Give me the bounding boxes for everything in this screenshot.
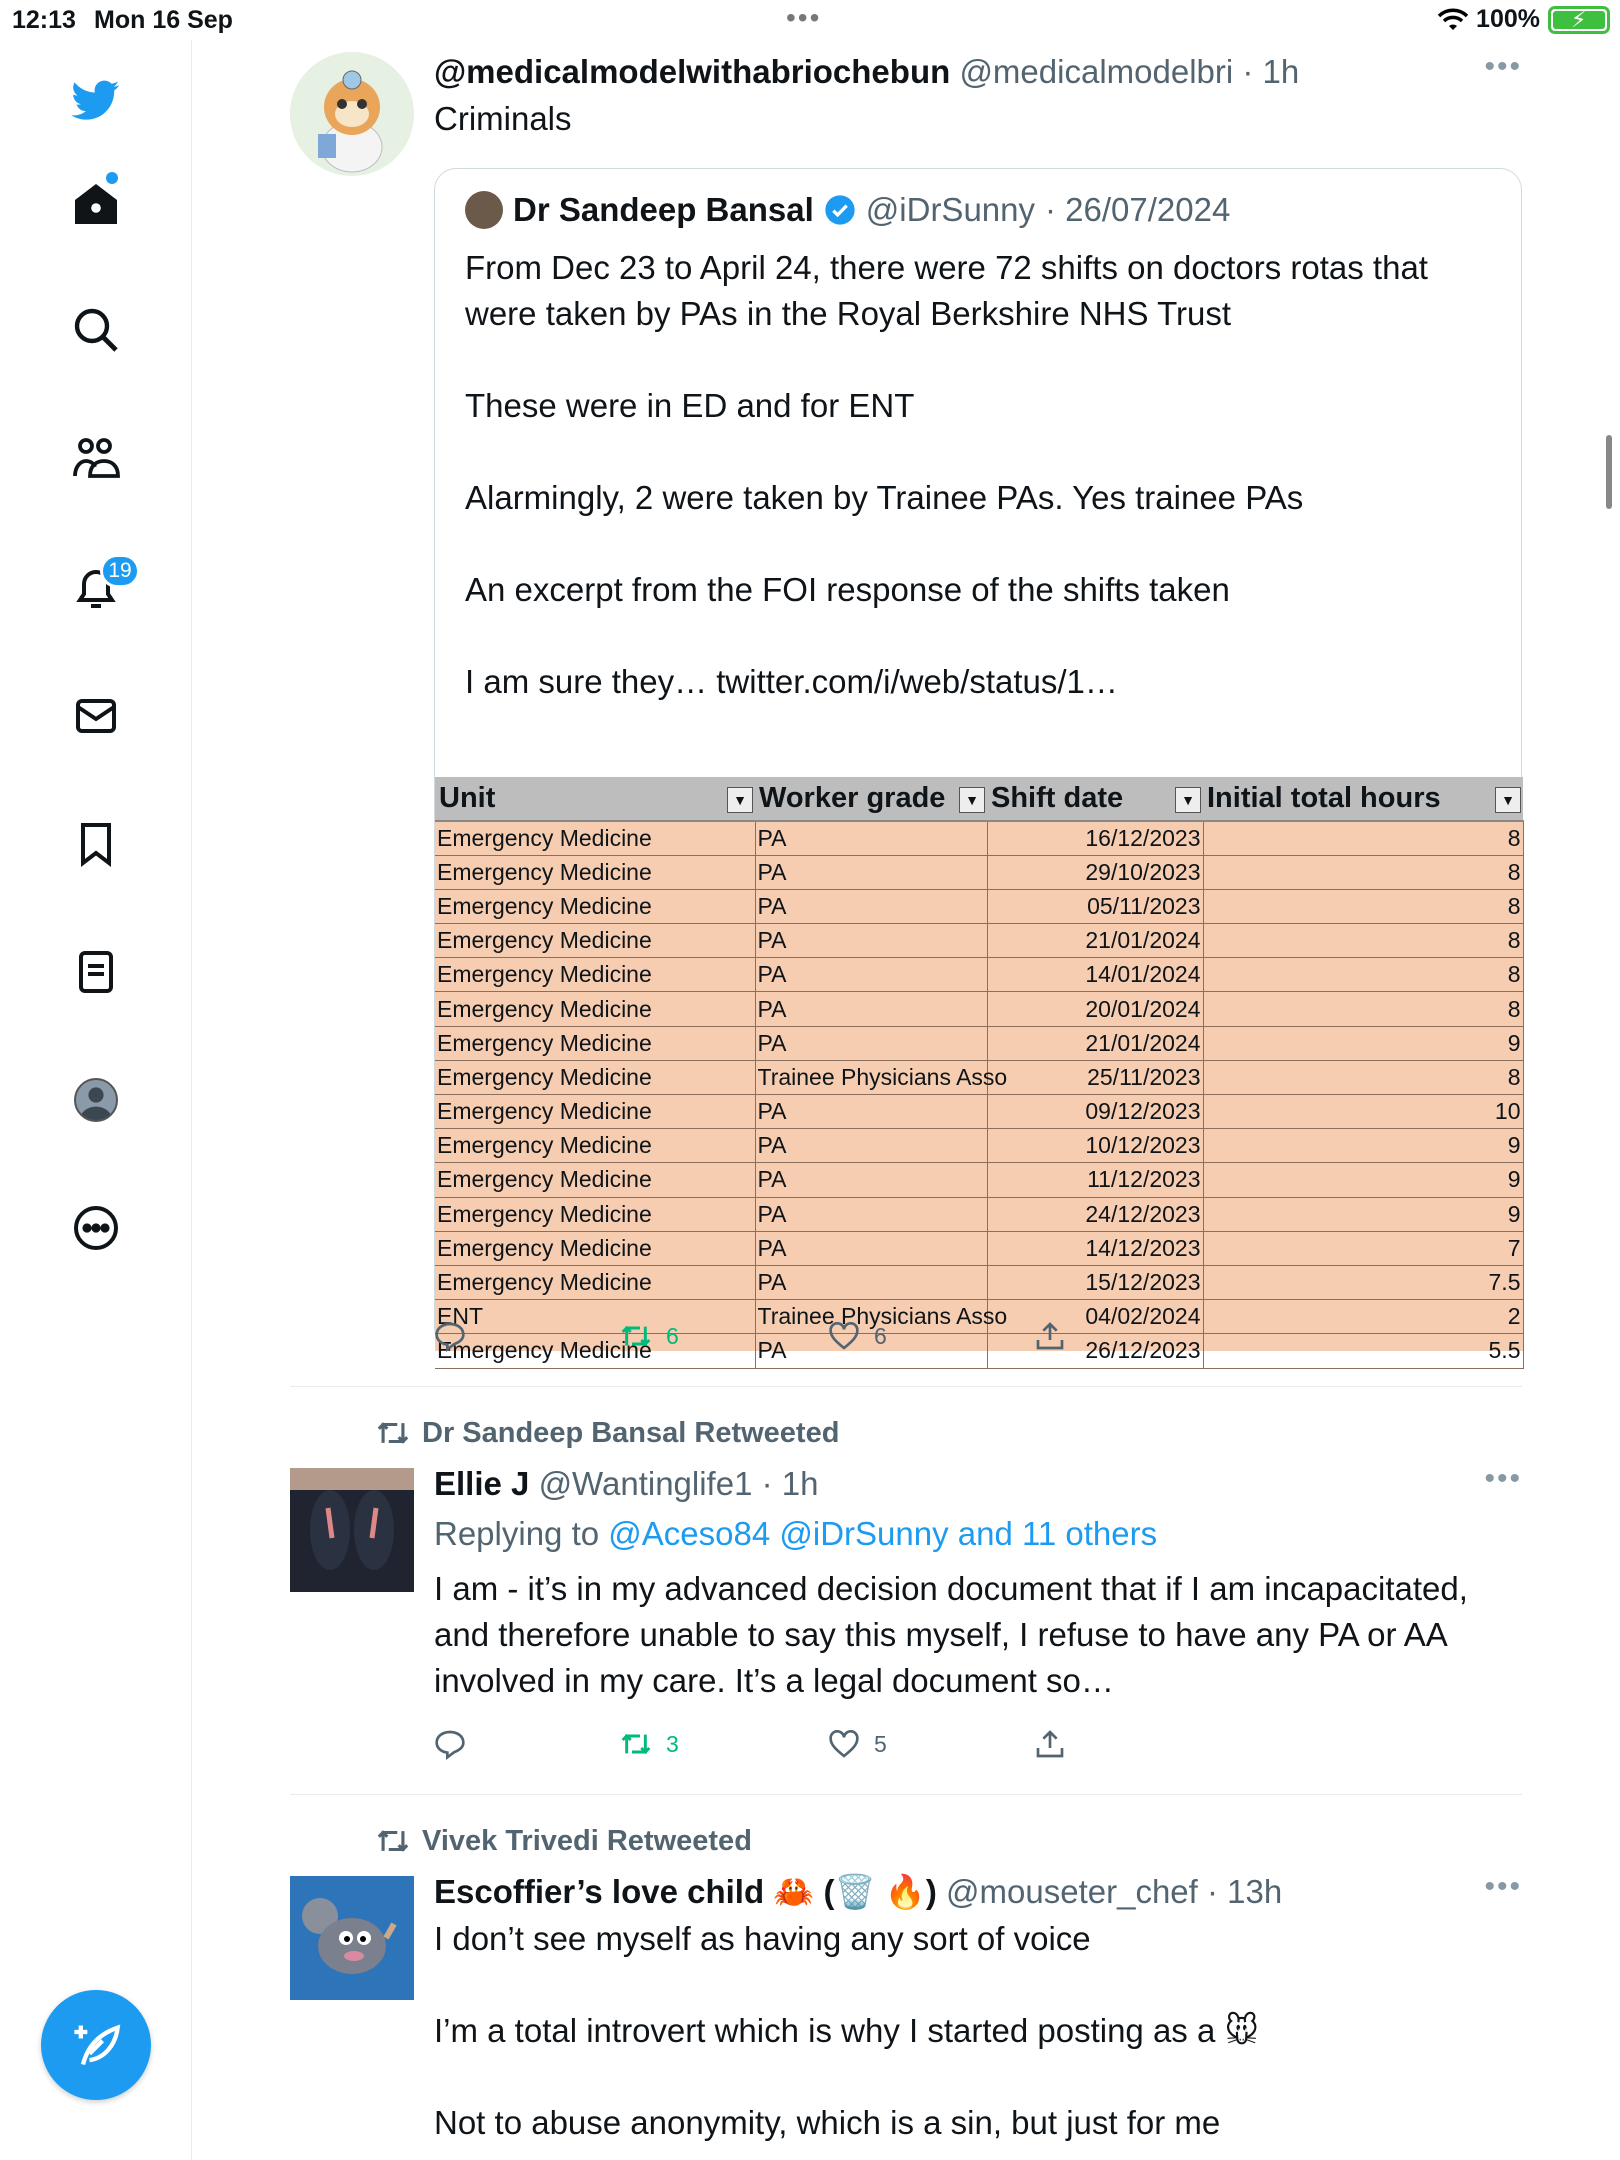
sheet-row [435, 958, 1523, 992]
sheet-cell-unit: Emergency Medicine [435, 924, 755, 958]
more-options-icon[interactable] [66, 1198, 126, 1258]
sheet-cell-shift-date: 10/12/2023 [987, 1129, 1203, 1163]
sheet-header-unit: Unit ▼ [435, 777, 755, 821]
sheet-cell-shift-date: 20/01/2024 [987, 992, 1203, 1026]
sheet-row [435, 992, 1523, 1026]
heart-icon [828, 1320, 860, 1352]
battery-icon: ⚡ [1548, 6, 1610, 34]
wifi-icon [1438, 8, 1468, 32]
filter-dropdown-icon: ▼ [1495, 787, 1521, 813]
sheet-cell-hours: 8 [1203, 855, 1523, 889]
sheet-cell-shift-date: 15/12/2023 [987, 1265, 1203, 1299]
share-button[interactable] [1034, 1728, 1066, 1760]
quoted-avatar [465, 191, 503, 229]
sheet-cell-worker-grade: PA [755, 855, 987, 889]
sheet-cell-shift-date: 29/10/2023 [987, 855, 1203, 889]
sheet-cell-unit: Emergency Medicine [435, 1163, 755, 1197]
status-bar [0, 0, 1620, 40]
sheet-cell-worker-grade: PA [755, 958, 987, 992]
sheet-cell-shift-date: 11/12/2023 [987, 1163, 1203, 1197]
retweeted-by-line [376, 1824, 752, 1858]
tweet[interactable] [290, 1870, 1522, 2160]
sheet-cell-worker-grade: Trainee Physicians Asso [755, 1060, 987, 1094]
sheet-cell-hours: 5.5 [1203, 1334, 1523, 1368]
avatar[interactable] [290, 52, 414, 176]
retweet-count: 6 [666, 1322, 679, 1349]
like-count: 6 [874, 1322, 887, 1349]
sheet-cell-hours: 9 [1203, 1129, 1523, 1163]
tweet-author-name[interactable]: @medicalmodelwithabriochebun [434, 53, 951, 90]
sheet-cell-hours: 10 [1203, 1095, 1523, 1129]
sheet-cell-hours: 9 [1203, 1026, 1523, 1060]
status-time: 12:13 [12, 6, 76, 34]
sheet-cell-unit: Emergency Medicine [435, 1129, 755, 1163]
retweet-icon [376, 1824, 410, 1858]
sheet-row [435, 821, 1523, 855]
sheet-cell-worker-grade: PA [755, 1163, 987, 1197]
sheet-cell-worker-grade: PA [755, 1095, 987, 1129]
sidebar [0, 40, 192, 2160]
status-date: Mon 16 Sep [94, 6, 233, 34]
sheet-row [435, 1197, 1523, 1231]
compose-feather-icon [70, 2019, 122, 2071]
tweet-author-name[interactable]: Ellie J [434, 1465, 530, 1502]
sheet-row [435, 1095, 1523, 1129]
tweet[interactable] [290, 1462, 1522, 1772]
tweet-author-handle[interactable]: @Wantinglife1 [538, 1465, 753, 1502]
sheet-cell-shift-date: 24/12/2023 [987, 1197, 1203, 1231]
sheet-cell-hours: 8 [1203, 889, 1523, 923]
tweet-text: I don’t see myself as having any sort of voice I’m a total introvert which is why I started posting as a 🐭 Not to abuse anonymity, which is a sin, but just for me [434, 1920, 1259, 2141]
share-icon [1034, 1320, 1066, 1352]
sheet-cell-shift-date: 26/12/2023 [987, 1334, 1203, 1368]
sheet-cell-worker-grade: PA [755, 1026, 987, 1060]
sheet-row [435, 1231, 1523, 1265]
sheet-cell-worker-grade: PA [755, 821, 987, 855]
sheet-row [435, 1060, 1523, 1094]
sheet-row [435, 1265, 1523, 1299]
compose-tweet-button[interactable] [41, 1990, 151, 2100]
search-icon[interactable] [66, 300, 126, 360]
replying-to-users[interactable]: @Aceso84 @iDrSunny and 11 others [608, 1515, 1158, 1552]
scroll-indicator[interactable] [1606, 435, 1612, 509]
home-icon[interactable] [66, 174, 126, 234]
retweet-icon [620, 1320, 652, 1352]
communities-icon[interactable] [66, 428, 126, 488]
sheet-cell-shift-date: 21/01/2024 [987, 1026, 1203, 1060]
sheet-cell-hours: 9 [1203, 1163, 1523, 1197]
retweeted-by-line [376, 1416, 839, 1450]
reply-icon [434, 1728, 466, 1760]
tweet-divider [290, 1794, 1522, 1795]
sheet-cell-unit: Emergency Medicine [435, 958, 755, 992]
tweet-more-options-icon[interactable]: ••• [1484, 50, 1522, 83]
quoted-timestamp: · 26/07/2024 [1045, 191, 1231, 228]
sheet-cell-worker-grade: PA [755, 924, 987, 958]
tweet-text: Criminals [434, 100, 572, 137]
sheet-cell-worker-grade: PA [755, 1197, 987, 1231]
retweet-count: 3 [666, 1730, 679, 1757]
sheet-header-worker-grade: Worker grade ▼ [755, 777, 987, 821]
sheet-cell-worker-grade: PA [755, 1265, 987, 1299]
sheet-cell-worker-grade: PA [755, 1231, 987, 1265]
tweet-author-handle[interactable]: @mouseter_chef [946, 1873, 1198, 1910]
tweet[interactable] [290, 50, 1522, 1380]
profile-avatar-icon[interactable] [66, 1070, 126, 1130]
verified-badge-icon [824, 194, 856, 226]
sheet-cell-hours: 7.5 [1203, 1265, 1523, 1299]
tweet-timestamp[interactable]: · 13h [1207, 1873, 1283, 1910]
lists-icon[interactable] [66, 942, 126, 1002]
sheet-cell-shift-date: 04/02/2024 [987, 1300, 1203, 1334]
filter-dropdown-icon: ▼ [959, 787, 985, 813]
sheet-cell-worker-grade: PA [755, 992, 987, 1026]
sheet-cell-unit: ENT [435, 1300, 755, 1334]
quoted-author-handle: @iDrSunny [865, 191, 1036, 228]
sheet-cell-unit: Emergency Medicine [435, 1265, 755, 1299]
sheet-row [435, 1129, 1523, 1163]
sheet-cell-unit: Emergency Medicine [435, 1197, 755, 1231]
sheet-cell-unit: Emergency Medicine [435, 1060, 755, 1094]
multitasking-dots[interactable]: ••• [786, 2, 822, 33]
avatar[interactable] [290, 1468, 414, 1592]
heart-icon [828, 1728, 860, 1760]
sheet-cell-unit: Emergency Medicine [435, 821, 755, 855]
tweet-divider [290, 1386, 1522, 1387]
retweeted-by-label[interactable]: Vivek Trivedi Retweeted [422, 1824, 752, 1857]
avatar[interactable] [290, 1876, 414, 2000]
sheet-cell-shift-date: 16/12/2023 [987, 821, 1203, 855]
sheet-cell-shift-date: 14/01/2024 [987, 958, 1203, 992]
sheet-row [435, 889, 1523, 923]
tweet-author-handle[interactable]: @medicalmodelbri [959, 53, 1234, 90]
sheet-cell-hours: 8 [1203, 992, 1523, 1026]
quoted-spreadsheet-image[interactable] [435, 777, 1523, 1364]
home-unread-dot [106, 172, 118, 184]
share-icon [1034, 1728, 1066, 1760]
reply-button[interactable] [434, 1728, 466, 1760]
sheet-cell-worker-grade: PA [755, 1129, 987, 1163]
reply-icon [434, 1320, 466, 1352]
like-button[interactable] [828, 1320, 887, 1352]
tweet-timestamp[interactable]: · 1h [761, 1465, 819, 1502]
sheet-cell-worker-grade: PA [755, 889, 987, 923]
filter-dropdown-icon: ▼ [727, 787, 753, 813]
like-button[interactable] [828, 1728, 887, 1760]
bookmarks-icon[interactable] [66, 814, 126, 874]
sheet-row [435, 1026, 1523, 1060]
messages-envelope-icon[interactable] [66, 686, 126, 746]
sheet-cell-hours: 2 [1203, 1300, 1523, 1334]
battery-percent: 100% [1476, 5, 1540, 33]
replying-to-prefix: Replying to [434, 1515, 600, 1552]
sheet-cell-unit: Emergency Medicine [435, 855, 755, 889]
sheet-row [435, 855, 1523, 889]
sheet-row [435, 924, 1523, 958]
reply-button[interactable] [434, 1320, 466, 1352]
sheet-cell-unit: Emergency Medicine [435, 1231, 755, 1265]
sheet-cell-unit: Emergency Medicine [435, 1334, 755, 1368]
tweet-timestamp[interactable]: · 1h [1242, 53, 1300, 90]
sheet-cell-unit: Emergency Medicine [435, 992, 755, 1026]
tweet-text: I am - it’s in my advanced decision document that if I am incapacitated, and therefore unable to say this myself, I refuse to have any PA or AA involved in my care. It’s a legal document so… [434, 1570, 1468, 1699]
sheet-cell-hours: 9 [1203, 1197, 1523, 1231]
tweet-actions [434, 1728, 1134, 1768]
sheet-cell-shift-date: 21/01/2024 [987, 924, 1203, 958]
tweet-actions [434, 1320, 1134, 1360]
quoted-tweet-card[interactable] [434, 168, 1522, 1364]
retweet-button[interactable] [620, 1320, 679, 1352]
retweet-icon [620, 1728, 652, 1760]
notifications-badge: 19 [100, 554, 140, 588]
sheet-cell-hours: 7 [1203, 1231, 1523, 1265]
quoted-tweet-text: From Dec 23 to April 24, there were 72 shifts on doctors rotas that were taken by PAs in the Royal Berkshire NHS Trust These were in ED and for ENT Alarmingly, 2 were taken by Trainee PAs. Yes trainee PAs An excerpt from the FOI response of the shifts taken I am sure they… twitter.com/i/web/status/1… [465, 249, 1428, 700]
like-count: 5 [874, 1730, 887, 1757]
tweet-author-name[interactable]: Escoffier’s love child 🦀 (🗑️ 🔥) [434, 1873, 937, 1910]
sheet-cell-shift-date: 25/11/2023 [987, 1060, 1203, 1094]
filter-dropdown-icon: ▼ [1175, 787, 1201, 813]
sheet-cell-shift-date: 14/12/2023 [987, 1231, 1203, 1265]
sheet-cell-hours: 8 [1203, 1060, 1523, 1094]
tweet-more-options-icon[interactable]: ••• [1484, 1870, 1522, 1903]
retweet-icon [376, 1416, 410, 1450]
sheet-cell-shift-date: 09/12/2023 [987, 1095, 1203, 1129]
retweet-button[interactable] [620, 1728, 679, 1760]
sheet-cell-hours: 8 [1203, 821, 1523, 855]
sheet-header-initial-total-hours: Initial total hours ▼ [1203, 777, 1523, 821]
sheet-cell-worker-grade: PA [755, 1334, 987, 1368]
sheet-cell-hours: 8 [1203, 924, 1523, 958]
sheet-cell-unit: Emergency Medicine [435, 1026, 755, 1060]
twitter-logo-icon[interactable] [66, 70, 126, 130]
retweeted-by-label[interactable]: Dr Sandeep Bansal Retweeted [422, 1416, 840, 1449]
sheet-row [435, 1163, 1523, 1197]
sheet-cell-hours: 8 [1203, 958, 1523, 992]
share-button[interactable] [1034, 1320, 1066, 1352]
sheet-cell-worker-grade: Trainee Physicians Asso [755, 1300, 987, 1334]
sheet-cell-shift-date: 05/11/2023 [987, 889, 1203, 923]
sheet-cell-unit: Emergency Medicine [435, 889, 755, 923]
tweet-more-options-icon[interactable]: ••• [1484, 1462, 1522, 1495]
quoted-author-name: Dr Sandeep Bansal [513, 191, 814, 228]
sheet-cell-unit: Emergency Medicine [435, 1095, 755, 1129]
sheet-header-shift-date: Shift date ▼ [987, 777, 1203, 821]
